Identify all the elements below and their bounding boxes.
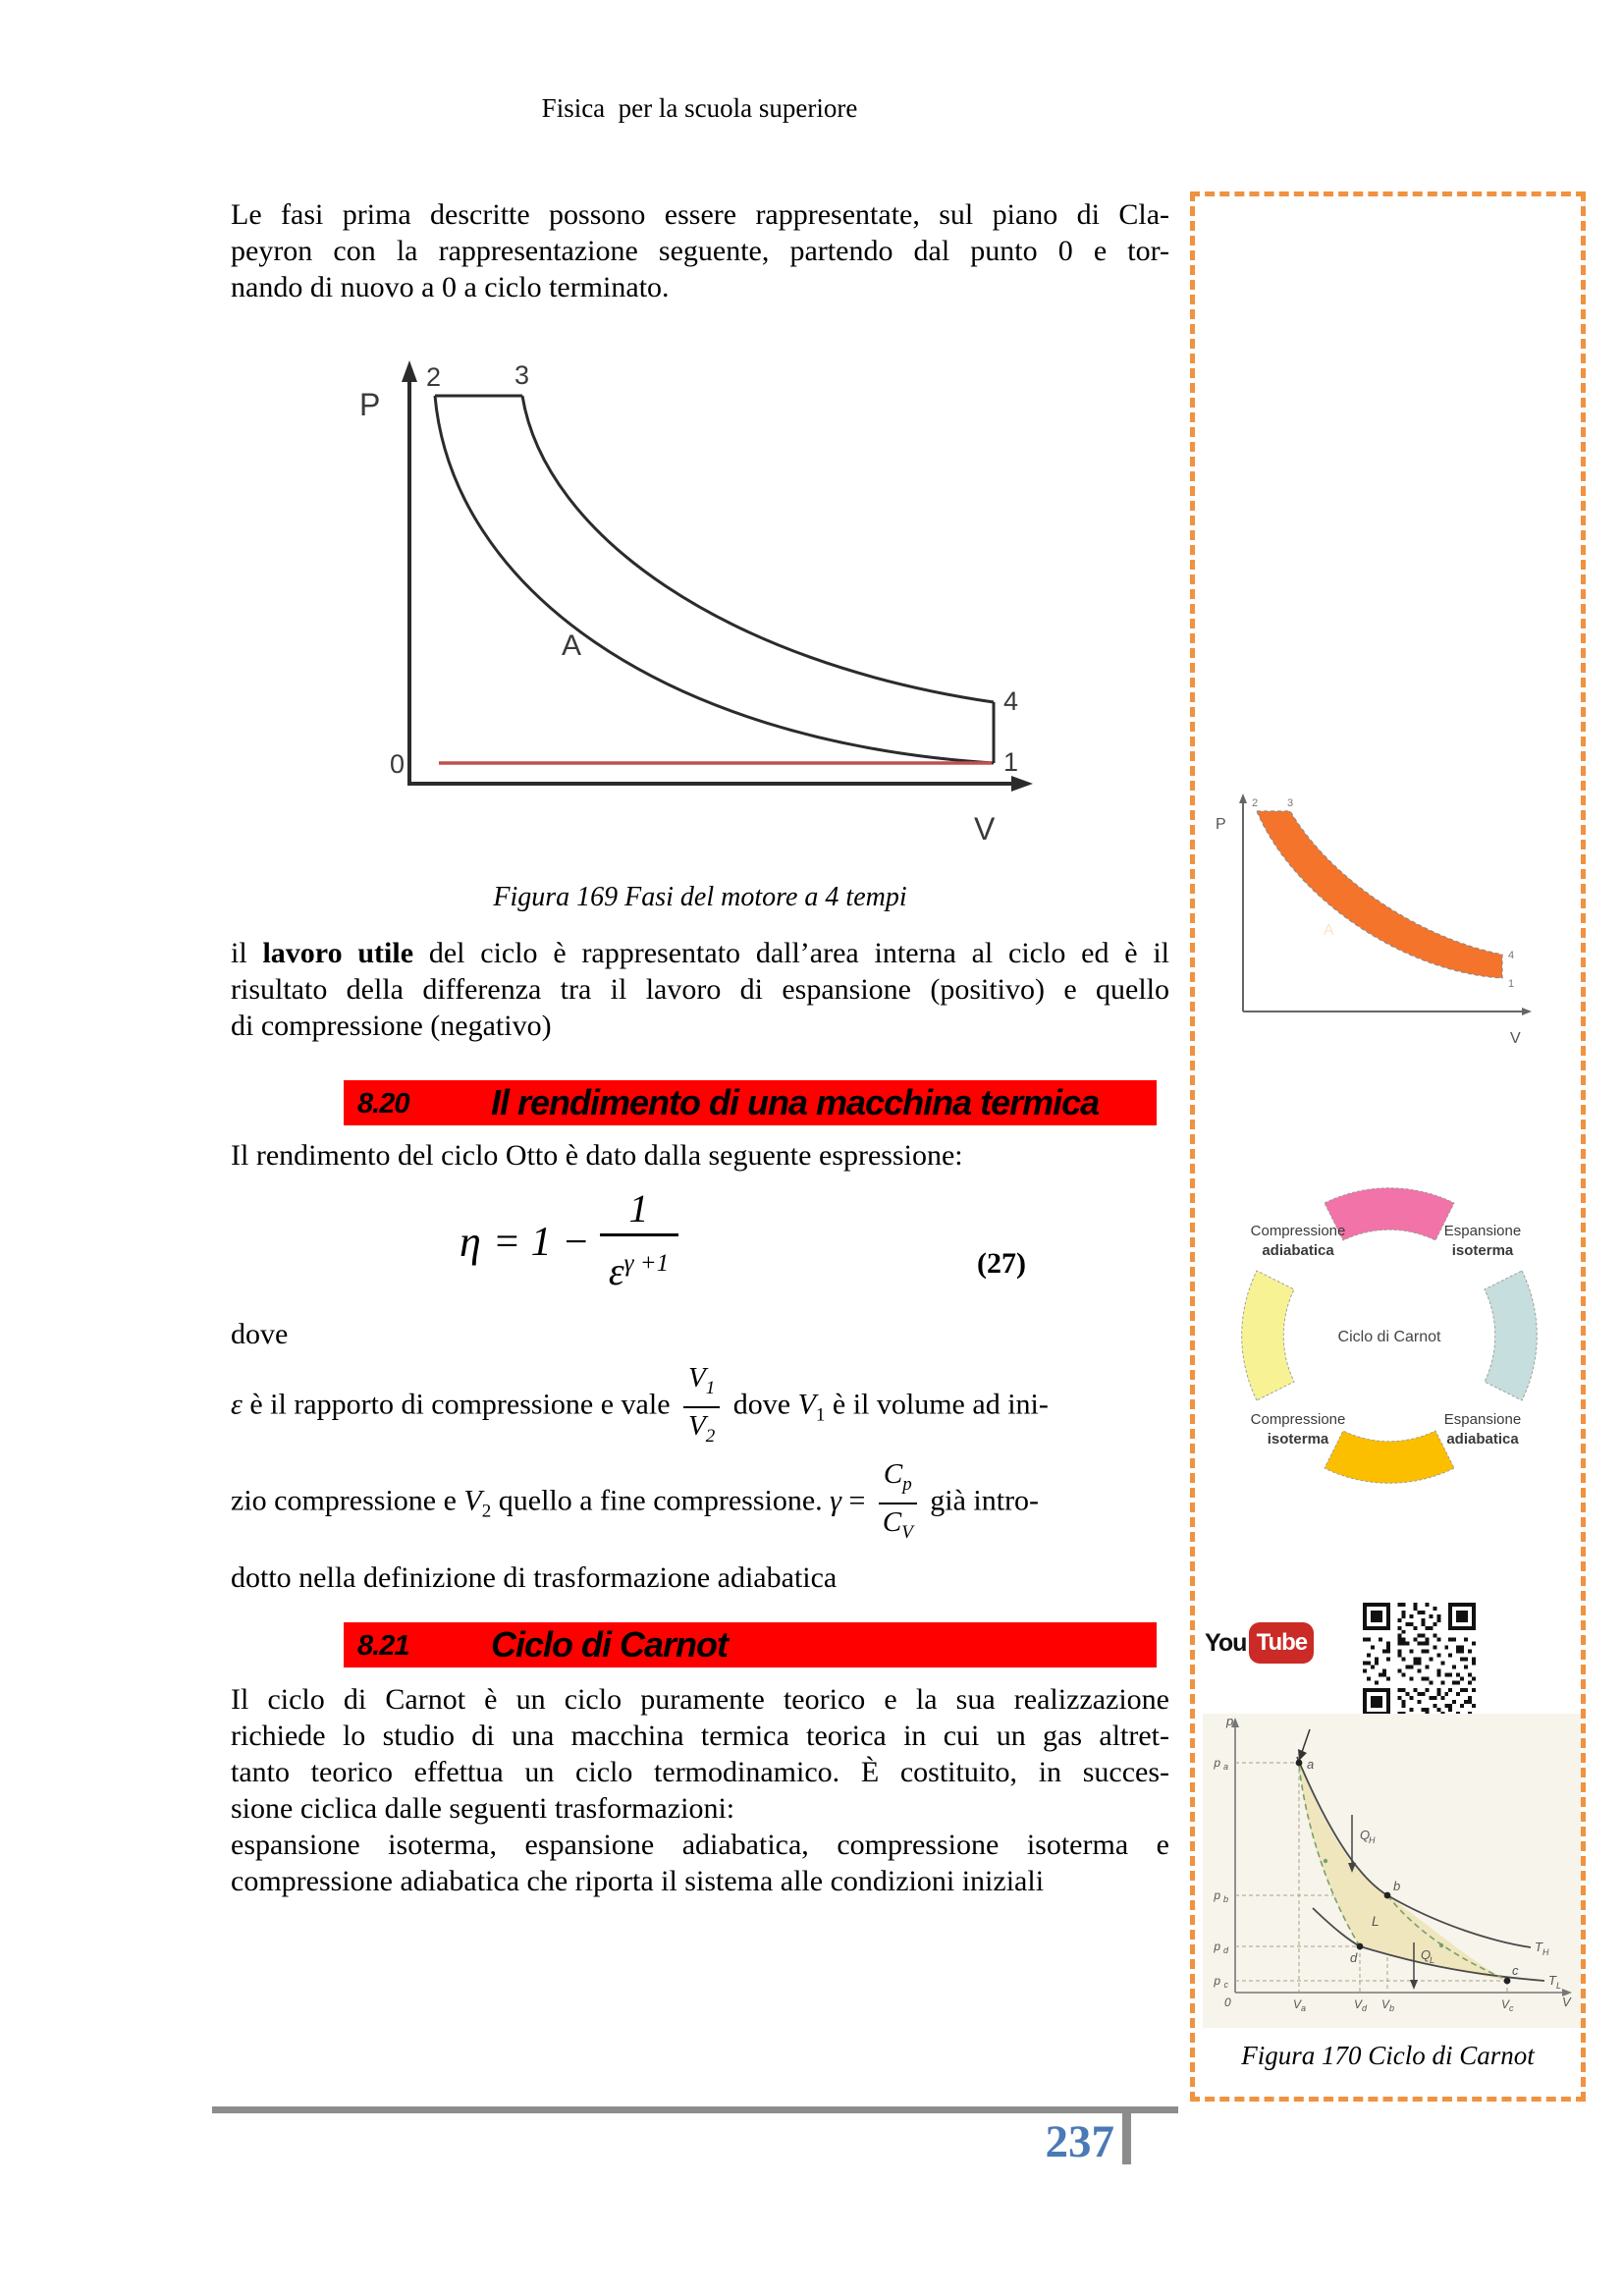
vb-tick: V	[1381, 1997, 1390, 2011]
section-number: 8.21	[357, 1630, 409, 1662]
qh-label-sub: H	[1369, 1835, 1376, 1845]
th-label: T	[1535, 1940, 1542, 1954]
tl-label-sub: L	[1556, 1981, 1562, 1991]
intro-line: Le fasi prima descritte possono essere rappresentate, sul piano di Cla-	[231, 198, 1169, 231]
section-title: Ciclo di Carnot	[491, 1624, 729, 1665]
pd-tick: p	[1214, 1940, 1220, 1953]
formula-27	[460, 1186, 678, 1297]
fraction-denominator	[683, 1408, 720, 1453]
text-run: quello a fine compressione.	[491, 1484, 831, 1517]
dotto-line: dotto nella definizione di trasformazione adiabatica	[231, 1561, 838, 1594]
section-number: 8.20	[357, 1088, 409, 1120]
qr-code	[1363, 1603, 1476, 1716]
v1-symbol: V	[688, 1362, 706, 1394]
label-compressione-isoterma-1: Compressione	[1250, 1411, 1346, 1428]
label-compressione-adiabatica-1: Compressione	[1250, 1223, 1346, 1239]
v-axis-arrow-icon	[1011, 776, 1033, 792]
subscript: V	[901, 1521, 913, 1543]
carnot-line: espansione isoterma, espansione adiabatica, compressione isoterma e	[231, 1829, 1169, 1861]
youtube-you-text: You	[1205, 1628, 1247, 1657]
point-a	[1296, 1760, 1303, 1767]
pb-tick: p	[1214, 1888, 1220, 1902]
epsilon-line	[231, 1361, 1169, 1453]
pa-tick: p	[1214, 1756, 1220, 1770]
wheel-center-label: Ciclo di Carnot	[1337, 1329, 1441, 1345]
section-title: Il rendimento di una macchina termica	[491, 1082, 1100, 1122]
label-espansione-adiabatica-2: adiabatica	[1446, 1431, 1519, 1448]
epsilon-symbol: ε	[608, 1249, 624, 1293]
point-1-label: 1	[1508, 978, 1515, 990]
vb-tick-sub: b	[1389, 2003, 1395, 2013]
text-run: zio compressione e	[231, 1484, 464, 1517]
point-c-label: c	[1512, 1963, 1519, 1978]
pc-tick-sub: c	[1223, 1980, 1228, 1990]
otto-intro-line: Il rendimento del ciclo Otto è dato dalla seguente espressione:	[231, 1139, 963, 1172]
subscript: p	[902, 1473, 912, 1495]
vc-tick-sub: c	[1509, 2003, 1514, 2013]
lavoro-line: risultato della differenza tra il lavoro di espansione (positivo) e quello	[231, 973, 1169, 1006]
carnot-line: sione ciclica dalle seguenti trasformazioni:	[231, 1792, 735, 1825]
point-2-label: 2	[426, 362, 442, 392]
area-A-label: A	[562, 629, 582, 662]
carnot-line: compressione adiabatica che riporta il sistema alle condizioni iniziali	[231, 1865, 1045, 1897]
point-3-label: 3	[1287, 797, 1294, 809]
otto-mini-chart	[1208, 786, 1581, 1061]
subscript: 2	[481, 1501, 492, 1522]
label-compressione-adiabatica-2: adiabatica	[1262, 1242, 1334, 1259]
ql-label-sub: L	[1430, 1955, 1435, 1965]
v2-symbol: V	[688, 1409, 706, 1442]
cv-symbol: C	[882, 1505, 902, 1538]
carnot-line: tanto teorico effettua un ciclo termodinamico. È costituito, in succes-	[231, 1756, 1169, 1788]
vd-tick: V	[1354, 1997, 1363, 2011]
intro-line: nando di nuovo a 0 a ciclo terminato.	[231, 271, 670, 303]
adiabat-marker	[1439, 1943, 1443, 1947]
equation-tag: (27)	[977, 1247, 1026, 1280]
th-label-sub: H	[1542, 1947, 1549, 1957]
point-0-label: 0	[389, 749, 405, 779]
zio-line	[231, 1457, 1169, 1550]
pb-tick-sub: b	[1222, 1894, 1228, 1904]
text-run: il	[231, 937, 263, 969]
v-axis-label: V	[974, 811, 996, 847]
subscript: 2	[705, 1425, 716, 1447]
compressione-adiabatica-arc	[1242, 1271, 1294, 1400]
text-run: è il volume ad ini-	[825, 1388, 1049, 1421]
otto-cycle-filled-area	[1257, 811, 1502, 978]
text-run: già intro-	[930, 1484, 1040, 1517]
fraction-denominator	[879, 1504, 917, 1550]
point-b	[1384, 1892, 1391, 1899]
page-number-bar	[1122, 2109, 1131, 2164]
section-8-21-header	[344, 1622, 1157, 1667]
formula-lhs: η	[460, 1218, 481, 1266]
point-d-label: d	[1350, 1950, 1358, 1965]
epsilon-symbol: ε	[231, 1388, 243, 1421]
label-espansione-isoterma-2: isoterma	[1451, 1242, 1514, 1259]
fraction-denominator	[609, 1236, 669, 1297]
point-a-label: a	[1307, 1757, 1315, 1772]
pa-tick-sub: a	[1222, 1762, 1228, 1772]
fraction-cp-cv	[879, 1457, 917, 1550]
label-espansione-isoterma-1: Espansione	[1443, 1223, 1522, 1239]
p-axis-arrow-icon	[402, 360, 417, 382]
youtube-tube-badge: Tube	[1249, 1622, 1314, 1664]
page-number: 237	[1045, 2116, 1114, 2167]
compression-curve-1-2	[435, 396, 994, 763]
figure169-caption: Figura 169 Fasi del motore a 4 tempi	[493, 882, 907, 912]
v1-symbol: V	[797, 1388, 816, 1421]
point-b-label: b	[1393, 1879, 1401, 1893]
qh-label: Q	[1360, 1828, 1371, 1842]
ql-label: Q	[1421, 1947, 1432, 1962]
point-1-label: 1	[1003, 747, 1019, 777]
point-4-label: 4	[1508, 950, 1515, 961]
formula-fraction	[600, 1186, 678, 1297]
work-label: L	[1372, 1913, 1380, 1929]
exponent: γ +1	[623, 1250, 670, 1277]
text-run: del ciclo è rappresentato dall’area interna al ciclo ed è il	[413, 937, 1169, 969]
origin-label: 0	[1224, 1995, 1231, 2009]
v-axis-label: V	[1562, 1995, 1571, 2009]
p-axis-label: p	[1226, 1714, 1234, 1728]
v2-symbol: V	[463, 1484, 482, 1517]
fraction-numerator	[879, 1457, 917, 1504]
va-tick-sub: a	[1301, 2003, 1307, 2013]
figure170-caption: Figura 170 Ciclo di Carnot	[1241, 2041, 1535, 2070]
area-A-label: A	[1324, 922, 1334, 939]
fraction-numerator	[683, 1361, 720, 1408]
dove-line: dove	[231, 1318, 289, 1350]
figure169-diagram	[334, 358, 1041, 849]
label-espansione-adiabatica-1: Espansione	[1443, 1411, 1522, 1428]
text-run: è il rapporto di compressione e vale	[242, 1388, 671, 1421]
carnot-line: richiede lo studio di una macchina termica teorica in cui un gas altret-	[231, 1720, 1169, 1752]
cp-symbol: C	[883, 1458, 903, 1490]
label-compressione-isoterma-2: isoterma	[1267, 1431, 1329, 1448]
tl-label: T	[1548, 1973, 1556, 1988]
page-header: Fisica per la scuola superiore	[541, 93, 858, 123]
v-axis-label: V	[1510, 1030, 1521, 1047]
intro-line: peyron con la rappresentazione seguente, partendo dal punto 0 e tor-	[231, 235, 1169, 267]
lavoro-line: di compressione (negativo)	[231, 1010, 552, 1042]
bold-run: lavoro utile	[262, 937, 414, 969]
pd-tick-sub: d	[1222, 1945, 1228, 1955]
vc-tick: V	[1501, 1997, 1510, 2011]
carnot-line: Il ciclo di Carnot è un ciclo puramente teorico e la sua realizzazione	[231, 1683, 1169, 1716]
fraction-numerator: 1	[600, 1186, 678, 1236]
carnot-wheel-diagram	[1217, 1178, 1561, 1503]
point-3-label: 3	[514, 360, 530, 390]
p-axis-label: P	[1216, 816, 1226, 833]
point-c	[1504, 1978, 1511, 1985]
v-axis-arrow-icon	[1522, 1008, 1532, 1015]
vd-tick-sub: d	[1362, 2003, 1368, 2013]
point-d	[1357, 1943, 1364, 1950]
section-8-20-header	[344, 1080, 1157, 1125]
footer-rule	[212, 2106, 1178, 2113]
p-axis-label: P	[359, 387, 381, 422]
va-tick: V	[1293, 1997, 1302, 2011]
subscript: 1	[705, 1377, 716, 1398]
subscript: 1	[815, 1404, 826, 1426]
compressione-isoterma-arc	[1325, 1431, 1454, 1483]
adiabat-marker	[1324, 1859, 1327, 1863]
gamma-symbol: γ	[830, 1484, 841, 1517]
expansion-curve-3-4	[522, 396, 994, 702]
p-axis-arrow-icon	[1239, 793, 1247, 803]
espansione-adiabatica-arc	[1485, 1271, 1537, 1400]
lavoro-line	[231, 935, 1169, 971]
sidebar-media-panel	[1190, 191, 1586, 2102]
text-run: dove	[732, 1388, 798, 1421]
fraction-v1-v2	[683, 1361, 720, 1453]
point-2-label: 2	[1252, 797, 1259, 809]
equals-sign: =	[840, 1484, 866, 1517]
figure170-diagram	[1203, 1714, 1581, 2028]
formula-relation: = 1 −	[492, 1219, 590, 1265]
youtube-logo	[1205, 1622, 1314, 1664]
point-4-label: 4	[1003, 686, 1019, 716]
pc-tick: p	[1214, 1974, 1220, 1988]
